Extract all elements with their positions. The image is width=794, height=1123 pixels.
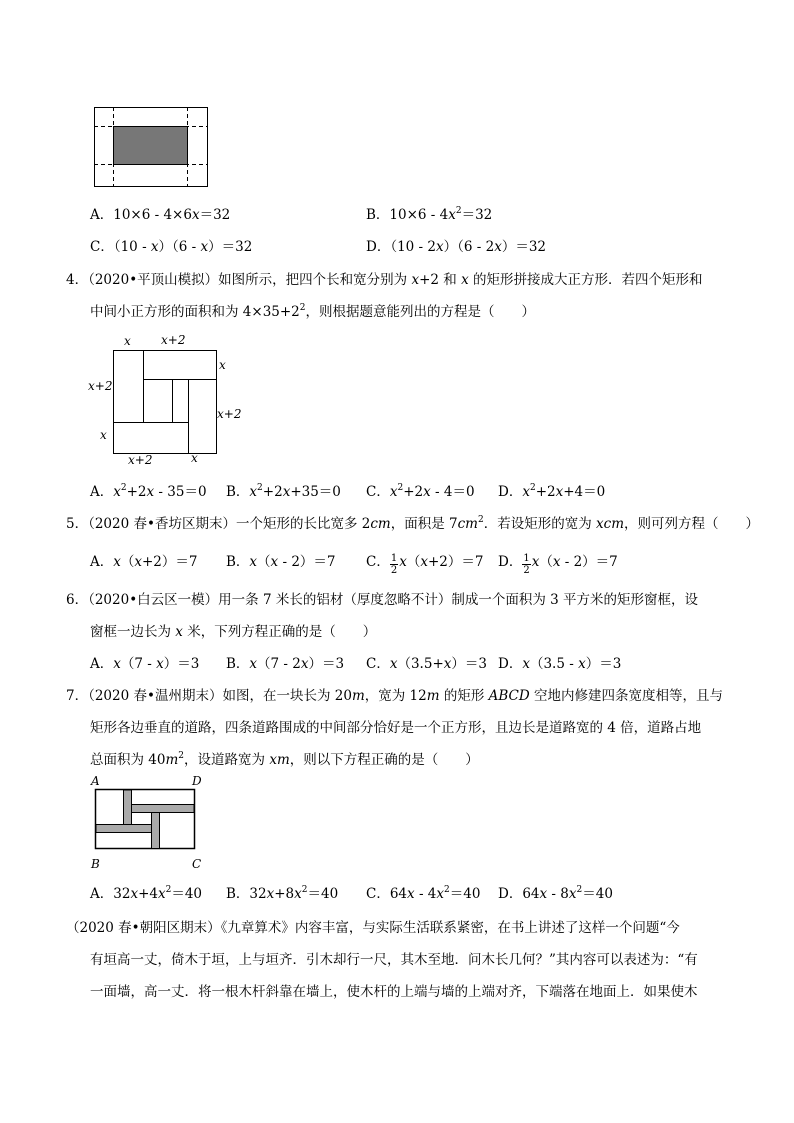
q5-option-a: A．x（x+2）＝7	[90, 554, 198, 570]
q4-line1: 4．（2020•平顶山模拟）如图所示，把四个长和宽分别为 x+2 和 x 的矩形拼接成大正方形．若四个矩形和	[66, 272, 703, 288]
q6-line2: 窗框一边长为 x 米，下列方程正确的是（ ）	[90, 624, 377, 640]
q7-option-c: C．$64x - 4x^2=40$	[366, 885, 481, 902]
q3-figure-svg	[94, 107, 208, 187]
q7-line2: 矩形各边垂直的道路，四条道路围成的中间部分恰好是一个正方形，且边长是道路宽的 4 倍，道路占地	[90, 720, 702, 736]
q4-label-x2-top: x+2	[161, 333, 186, 347]
q5-option-b: B．x（x - 2）＝7	[226, 554, 336, 570]
q7-figure	[88, 774, 208, 874]
q8-line1: （2020 春•朝阳区期末）《九章算术》内容丰富，与实际生活联系紧密，在书上讲述了这样一个问题“今	[66, 920, 680, 936]
q3-figure	[94, 107, 208, 187]
q4-label-x2-left: x+2	[88, 379, 113, 393]
q7-figure-svg	[88, 774, 208, 874]
q7-option-b: B．$32x+8x^2=40$	[226, 885, 339, 902]
q4-label-x2-right: x+2	[217, 407, 242, 421]
q5-option-d: D． $\frac{1}{2}$ x（x - 2）＝7	[498, 553, 618, 576]
q4-label-x-top: x	[124, 334, 131, 348]
q4-option-b: B．$x^2+2x+35=0$	[226, 483, 341, 500]
q8-line3: 一面墙，高一丈．将一根木杆斜靠在墙上，使木杆的上端与墙的上端对齐，下端落在地面上．如果使木	[90, 984, 698, 1000]
q7-label-b: B	[91, 857, 100, 871]
q6-option-b: B．x（7 - 2x）＝3	[226, 656, 345, 672]
q4-figure	[86, 333, 246, 468]
q4-label-x-right: x	[219, 358, 226, 372]
fraction-half: $\frac{1}{2}$	[390, 553, 398, 576]
q4-outer-square	[114, 351, 217, 454]
q7-road-horizontal-left	[96, 825, 152, 833]
q3-shaded-rect	[114, 127, 188, 165]
q4-label-x2-bottom: x+2	[128, 453, 153, 467]
q3-option-b: B．$10\times 6 - 4x^2=32$	[366, 206, 493, 223]
q6-option-d: D．x（3.5 - x）＝3	[498, 656, 622, 672]
q4-label-x-left: x	[100, 428, 107, 442]
q7-line3: 总面积为 $40m^2$，设道路宽为 xm，则以下方程正确的是（ ）	[90, 751, 479, 768]
q7-label-c: C	[192, 857, 202, 871]
q7-road-vertical-bottom	[152, 813, 160, 849]
q3-option-d: D．（10 - 2x）（6 - 2x）＝32	[366, 239, 547, 255]
q3-option-c: C．（10 - x）（6 - x）＝32	[90, 239, 253, 255]
q4-option-d: D．$x^2+2x+4=0$	[498, 483, 606, 500]
q6-line1: 6．（2020•白云区一模）用一条 7 米长的铝材（厚度忽略不计）制成一个面积为 3 平方米的矩形窗框，设	[66, 592, 699, 608]
q8-line2: 有垣高一丈，倚木于垣，上与垣齐．引木却行一尺，其木至地．问木长几何？”其内容可以表述为：“有	[90, 952, 698, 968]
q6-option-a: A．x（7 - x）＝3	[90, 656, 200, 672]
q7-road-horizontal-right	[132, 805, 195, 813]
q5-line1: 5．（2020 春•香坊区期末）一个矩形的长比宽多 2cm，面积是 $7cm^2$．若设矩形的宽为 xcm，则可列方程（ ）	[66, 515, 759, 532]
q7-outer-rect	[96, 790, 195, 849]
q4-line2: 中间小正方形的面积和为 $4\times 35+2^2$，则根据题意能列出的方程是（ ）	[90, 303, 536, 320]
fraction-half: $\frac{1}{2}$	[523, 553, 530, 576]
q7-label-d: D	[192, 774, 202, 788]
q3-option-a: A．10×6 - 4×6x＝32	[90, 207, 231, 223]
q6-option-c: C．x（3.5+x）＝3	[366, 656, 487, 672]
q4-option-c: C．$x^2+2x - 4=0$	[366, 483, 475, 500]
q4-figure-svg	[86, 333, 246, 468]
q7-line1: 7．（2020 春•温州期末）如图，在一块长为 20m，宽为 12m 的矩形 ABCD 空地内修建四条宽度相等，且与	[66, 688, 724, 704]
q4-label-x-bottom: x	[191, 451, 198, 465]
q7-option-a: A．$32x+4x^2=40$	[90, 885, 203, 902]
q5-option-c: C． $\frac{1}{2}$ x（x+2）＝7	[366, 553, 484, 576]
q7-label-a: A	[91, 774, 100, 788]
q7-option-d: D．$64x - 8x^2=40$	[498, 885, 613, 902]
q4-option-a: A．$x^2+2x - 35=0$	[90, 483, 207, 500]
